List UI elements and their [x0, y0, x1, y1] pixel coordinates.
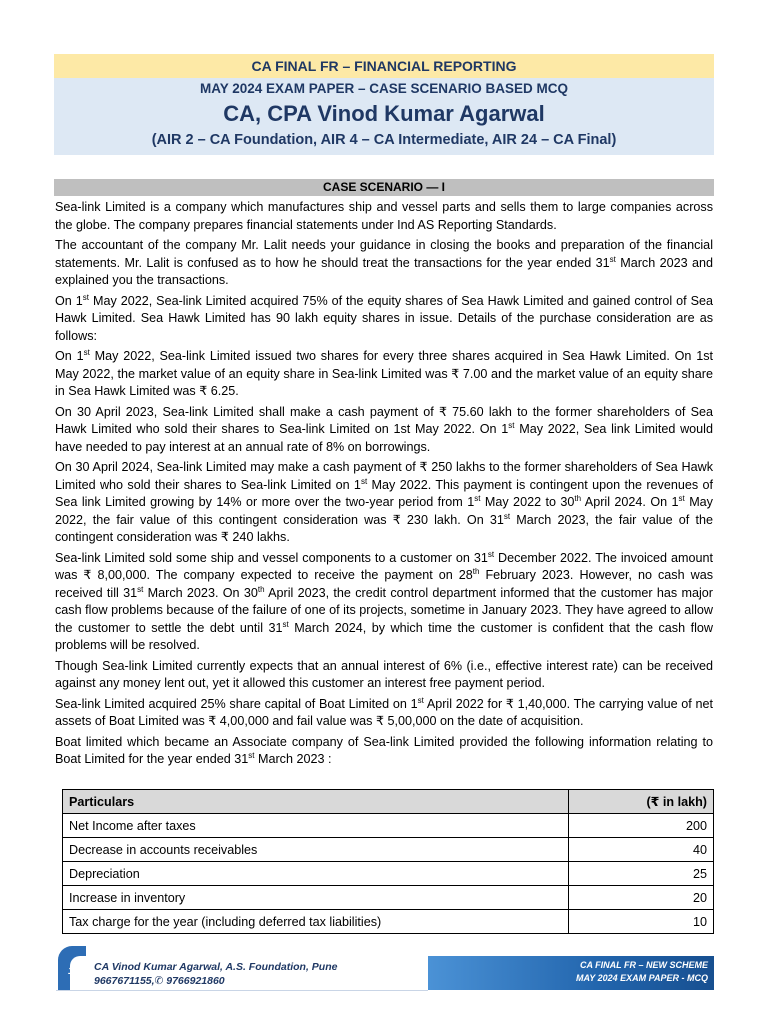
footer-author-line: CA Vinod Kumar Agarwal, A.S. Foundation, Pune	[94, 961, 338, 973]
header-band-title: CA FINAL FR – FINANCIAL REPORTING	[54, 54, 714, 78]
row-particular: Increase in inventory	[63, 886, 569, 910]
row-amount: 40	[569, 838, 714, 862]
page-footer	[0, 946, 768, 992]
header-author: CA, CPA Vinod Kumar Agarwal	[223, 101, 545, 126]
footer-contact	[94, 960, 337, 988]
table-row	[63, 886, 714, 910]
row-amount: 10	[569, 910, 714, 934]
header-air-ranks: (AIR 2 – CA Foundation, AIR 4 – CA Intermediate, AIR 24 – CA Final)	[151, 132, 617, 148]
row-particular: Tax charge for the year (including deferred tax liabilities)	[63, 910, 569, 934]
paragraph-4: On 1st May 2022, Sea-link Limited issued two shares for every three shares acquired in Sea Hawk Limited. On 1st May 2022, the market value of an equity share in Sea-link Limited was ₹ 7.00 and the market value of an equity share in Sea Hawk Limited was ₹ 6.25.	[55, 347, 714, 398]
row-particular: Depreciation	[63, 862, 569, 886]
footer-scheme	[576, 959, 708, 985]
table-row	[63, 838, 714, 862]
row-amount: 25	[569, 862, 714, 886]
table-row	[63, 814, 714, 838]
case-scenario-title: CASE SCENARIO — I	[54, 179, 714, 196]
paragraph-6: On 30 April 2024, Sea-link Limited may make a cash payment of ₹ 250 lakhs to the former shareholders of Sea Hawk Limited who sold their shares to Sea-link Limited on 1st May 2022. This payment is contingent upon the revenues of Sea link Limited growing by 14% or more over the two-year period from 1st May 2022 to 30th April 2024. On 1st May 2022, the fair value of this contingent consideration was ₹ 230 lakh. On 31st March 2023, the fair value of the contingent consideration was ₹ 240 lakhs.	[55, 460, 713, 544]
paragraph-10: Boat limited which became an Associate company of Sea-link Limited provided the following information relating to Boat Limited for the year ended 31st March 2023 :	[55, 734, 713, 766]
header-info-block	[54, 78, 714, 155]
header-subtitle: MAY 2024 EXAM PAPER – CASE SCENARIO BASED MCQ	[199, 81, 569, 96]
paragraph-9: Sea-link Limited acquired 25% share capital of Boat Limited on 1st April 2022 for ₹ 1,40,000. The carrying value of net assets of Boat Limited was ₹ 4,00,000 and fail value was ₹ 5,00,000 on the date of acquisition.	[55, 695, 713, 728]
paragraph-2: The accountant of the company Mr. Lalit needs your guidance in closing the books and preparation of the financial statements. Mr. Lalit is confused as to how he should treat the transactions for the year ended 31st March 2023 and explained you the transactions.	[55, 238, 713, 287]
row-particular: Decrease in accounts receivables	[63, 838, 569, 862]
paragraph-8: Though Sea-link Limited currently expects that an annual interest of 6% (i.e., effective interest rate) can be received against any money lent out, yet it allowed this customer an interest free payment period.	[55, 658, 713, 690]
paragraph-1: Sea-link Limited is a company which manufactures ship and vessel parts and sells them to large companies across the globe. The company prepares financial statements under Ind AS Reporting Standards.	[55, 200, 713, 232]
header-particulars: Particulars	[63, 790, 569, 814]
paragraph-7: Sea-link Limited sold some ship and vessel components to a customer on 31st December 2022. The invoiced amount was ₹ 8,00,000. The company expected to receive the payment on 28th February 2023. However, no cash was received till 31st March 2023. On 30th April 2023, the credit control department informed that the customer has major cash flow problems because of the failure of one of its projects, sometime in January 2023. They have agreed to allow the customer to settle the debt until 31st March 2024, by which time the customer is confident that the cash flow problems will be resolved.	[55, 549, 714, 652]
footer-scheme-line: CA FINAL FR – NEW SCHEME	[579, 960, 708, 970]
table-row	[63, 862, 714, 886]
paragraph-5: On 30 April 2023, Sea-link Limited shall make a cash payment of ₹ 75.60 lakh to the former shareholders of Sea Hawk Limited who sold their shares to Sea-link Limited on 1st May 2022. On 1st May 2022, Sea link Limited would have needed to pay interest at an annual rate of 8% on borrowings.	[55, 404, 713, 454]
page-number: 1.1	[68, 966, 82, 977]
footer-paper-line: MAY 2024 EXAM PAPER - MCQ	[575, 973, 708, 983]
table-row	[63, 910, 714, 934]
row-amount: 200	[569, 814, 714, 838]
boat-limited-table	[62, 789, 714, 934]
case-body	[55, 199, 713, 772]
page-header	[54, 54, 714, 155]
footer-phone-line: 9667671155,✆ 9766921860	[94, 975, 225, 987]
row-amount: 20	[569, 886, 714, 910]
header-amount: (₹ in lakh)	[569, 790, 714, 814]
row-particular: Net Income after taxes	[63, 814, 569, 838]
table-header-row	[63, 790, 714, 814]
paragraph-3: On 1st May 2022, Sea-link Limited acquired 75% of the equity shares of Sea Hawk Limited and gained control of Sea Hawk Limited. Sea Hawk Limited has 90 lakh equity shares in issue. Details of the purchase consideration are as follows:	[55, 292, 713, 343]
